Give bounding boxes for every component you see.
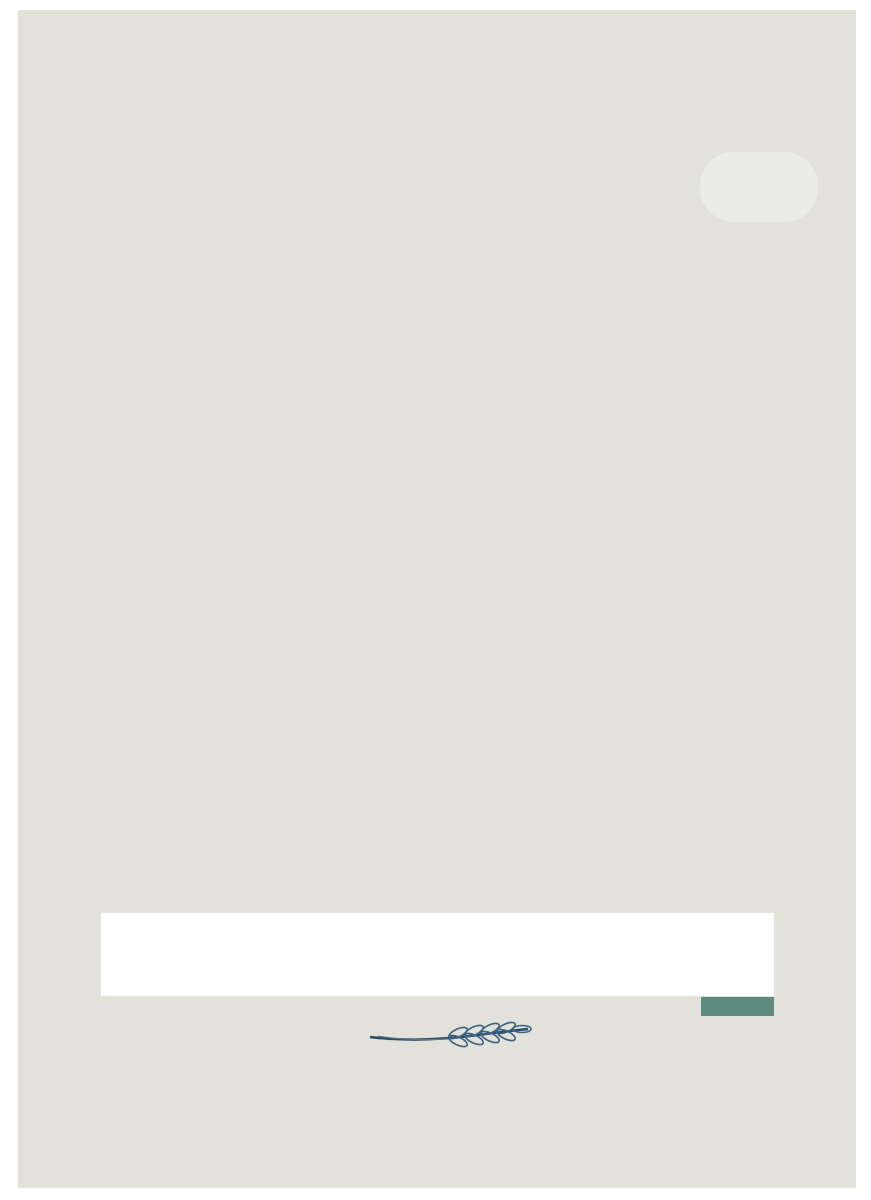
promo-box (101, 913, 774, 996)
wheat-ornament-icon (370, 1020, 531, 1049)
menu-page (18, 10, 856, 1188)
new-badge (701, 997, 774, 1016)
page-indicator (700, 152, 818, 222)
